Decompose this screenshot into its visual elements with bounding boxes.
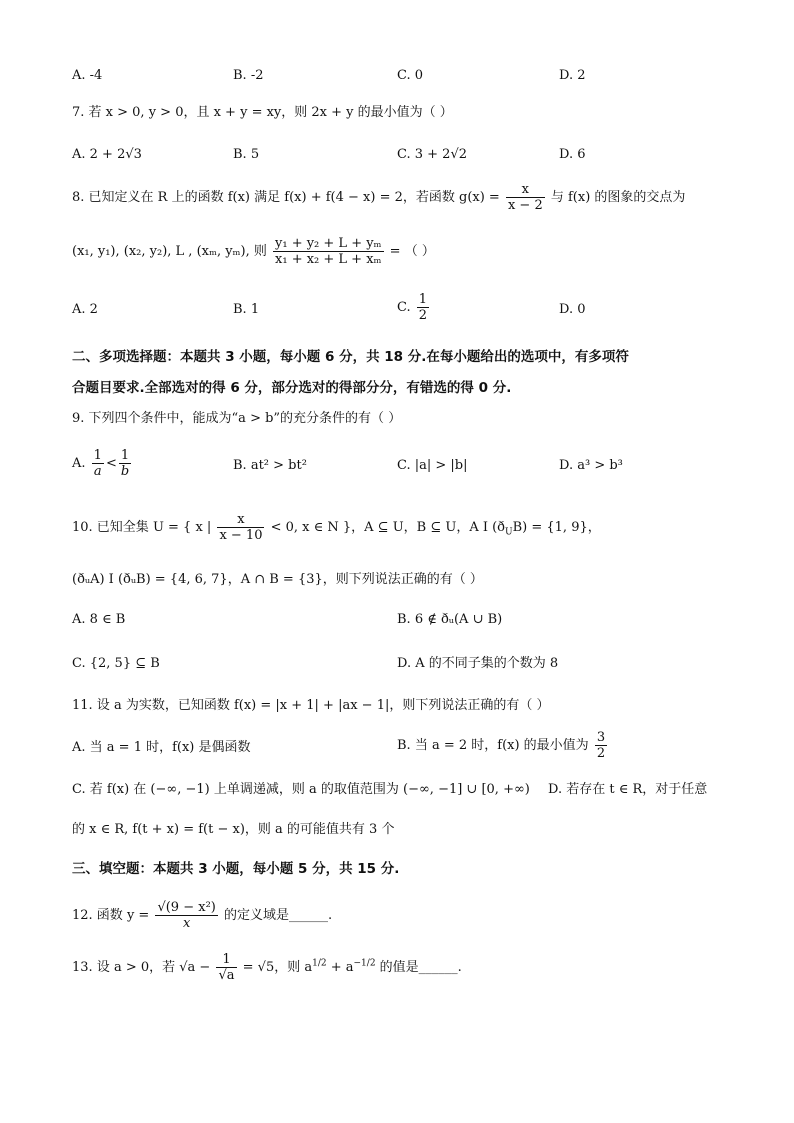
q10-u-sub: U [505,527,513,538]
q8-ratio-den: x₁ + x₂ + L + xₘ [275,252,382,267]
q8-stem-tail: 与 f(x) 的图象的交点为 [546,190,686,205]
q7-option-b: B. 5 [233,147,260,162]
q11-option-d-cont: 的 x ∈ R, f(t + x) = f(t − x)，则 a 的可能值共有 3 个 [72,822,395,837]
q8-points: (x₁, y₁), (x₂, y₂), L , (xₘ, yₘ), 则 [72,244,271,259]
q8-line2 [72,236,435,267]
q9-option-a-label: A. [72,456,86,471]
q10-stem-post: < 0, x ∈ N }，A ⊆ U，B ⊆ U，A I (ð [266,520,506,535]
q9-option-d: D. a³ > b³ [559,458,623,473]
q12-pre: 12. 函数 y = [72,908,154,923]
q9-a-right-frac [119,448,131,479]
q8-line2-post: = （ ） [385,244,435,259]
q12-stem [72,900,332,931]
q12-den: x [182,916,191,931]
q8-option-a: A. 2 [72,302,98,317]
q13-num: 1 [216,952,236,968]
q8-option-d: D. 0 [559,302,586,317]
section2-heading-line1: 二、多项选择题：本题共 3 小题，每小题 6 分，共 18 分.在每小题给出的选项中，有多项符 [72,349,629,365]
q6-option-a: A. -4 [72,68,103,83]
q8-stem [72,182,685,213]
q13-plus: + a [326,960,354,975]
q10-option-b: B. 6 ∉ ðᵤ(A ∪ B) [397,612,503,627]
q7-option-d: D. 6 [559,147,586,162]
q11-b-num: 3 [596,730,606,745]
q10-frac-num: x [217,512,264,528]
q9-option-a [72,448,133,479]
q8-option-c-fraction [417,292,429,323]
q13-post: 的值是______. [375,960,462,975]
q8-ratio [273,236,384,267]
q9-a-rden: b [120,464,130,479]
q7-option-a: A. 2 + 2√3 [72,147,142,162]
q13-den: √a [218,968,235,983]
q12-fraction [155,900,217,931]
q11-option-d: D. 若存在 t ∈ R，对于任意 [548,782,708,797]
q6-option-c: C. 0 [397,68,424,83]
q9-a-lnum: 1 [93,448,102,463]
q11-stem: 11. 设 a 为实数，已知函数 f(x) = |x + 1| + |ax − 1|，则下列说法正确的有（ ） [72,698,550,713]
q10-stem-pre: 10. 已知全集 U = { x | [72,520,216,535]
q8-g-fraction [506,182,545,213]
q8-option-b: B. 1 [233,302,260,317]
q13-pre: 13. 设 a > 0，若 √a − [72,960,215,975]
q9-option-b: B. at² > bt² [233,458,307,473]
q10-stem [72,512,601,543]
q9-option-c: C. |a| > |b| [397,458,468,473]
q10-option-d: D. A 的不同子集的个数为 8 [397,656,559,671]
q8-g-num: x [506,182,545,198]
q7-stem: 7. 若 x > 0, y > 0，且 x + y = xy，则 2x + y 的最小值为（ ） [72,105,453,120]
q8-ratio-num: y₁ + y₂ + L + yₘ [275,236,382,251]
q8-option-c-label: C. [397,300,411,315]
q9-a-lden: a [93,464,102,479]
q10-option-c: C. {2, 5} ⊆ B [72,656,160,671]
q12-num: √(9 − x²) [157,900,216,915]
q13-fraction [216,952,236,983]
q11-b-den: 2 [596,746,606,761]
q13-exp1: 1/2 [312,958,327,969]
q10-line2: (ðᵤA) I (ðᵤB) = {4, 6, 7}，A ∩ B = {3}，则下列说法正确的有（ ） [72,572,483,587]
q11-option-c: C. 若 f(x) 在 (−∞, −1) 上单调递减，则 a 的取值范围为 (−∞, −1] ∪ [0, +∞) [72,782,530,797]
q11-option-a: A. 当 a = 1 时，f(x) 是偶函数 [72,740,251,755]
q10-fraction [217,512,264,543]
q9-a-left-frac [92,448,104,479]
q8-c-num: 1 [418,292,428,307]
section2-heading-line2: 合题目要求.全部选对的得 6 分，部分选对的得部分分，有错选的得 0 分. [72,380,512,396]
q10-stem-post2: B) = {1, 9}， [512,520,601,535]
q11-option-b [397,730,609,761]
q13-mid: = √5，则 a [238,960,313,975]
q9-a-rel: < [105,456,117,471]
q11-b-fraction [595,730,607,761]
q8-option-c [397,292,431,323]
q6-option-b: B. -2 [233,68,264,83]
q13-exp2: −1/2 [353,958,376,969]
q8-g-den: x − 2 [507,198,543,213]
q10-option-a: A. 8 ∈ B [72,612,126,627]
q9-stem: 9. 下列四个条件中，能成为“a > b”的充分条件的有（ ） [72,411,402,426]
q11-option-b-text: B. 当 a = 2 时，f(x) 的最小值为 [397,738,593,753]
q8-stem-text: 8. 已知定义在 R 上的函数 f(x) 满足 f(x) + f(4 − x) = 2，若函数 g(x) = [72,190,504,205]
q10-frac-den: x − 10 [219,528,263,543]
q9-a-rnum: 1 [119,448,131,464]
section3-heading: 三、填空题：本题共 3 小题，每小题 5 分，共 15 分. [72,861,400,877]
q12-post: 的定义域是______. [219,908,333,923]
q8-c-den: 2 [418,308,428,323]
q13-stem [72,952,462,983]
q6-option-d: D. 2 [559,68,586,83]
q7-option-c: C. 3 + 2√2 [397,147,468,162]
